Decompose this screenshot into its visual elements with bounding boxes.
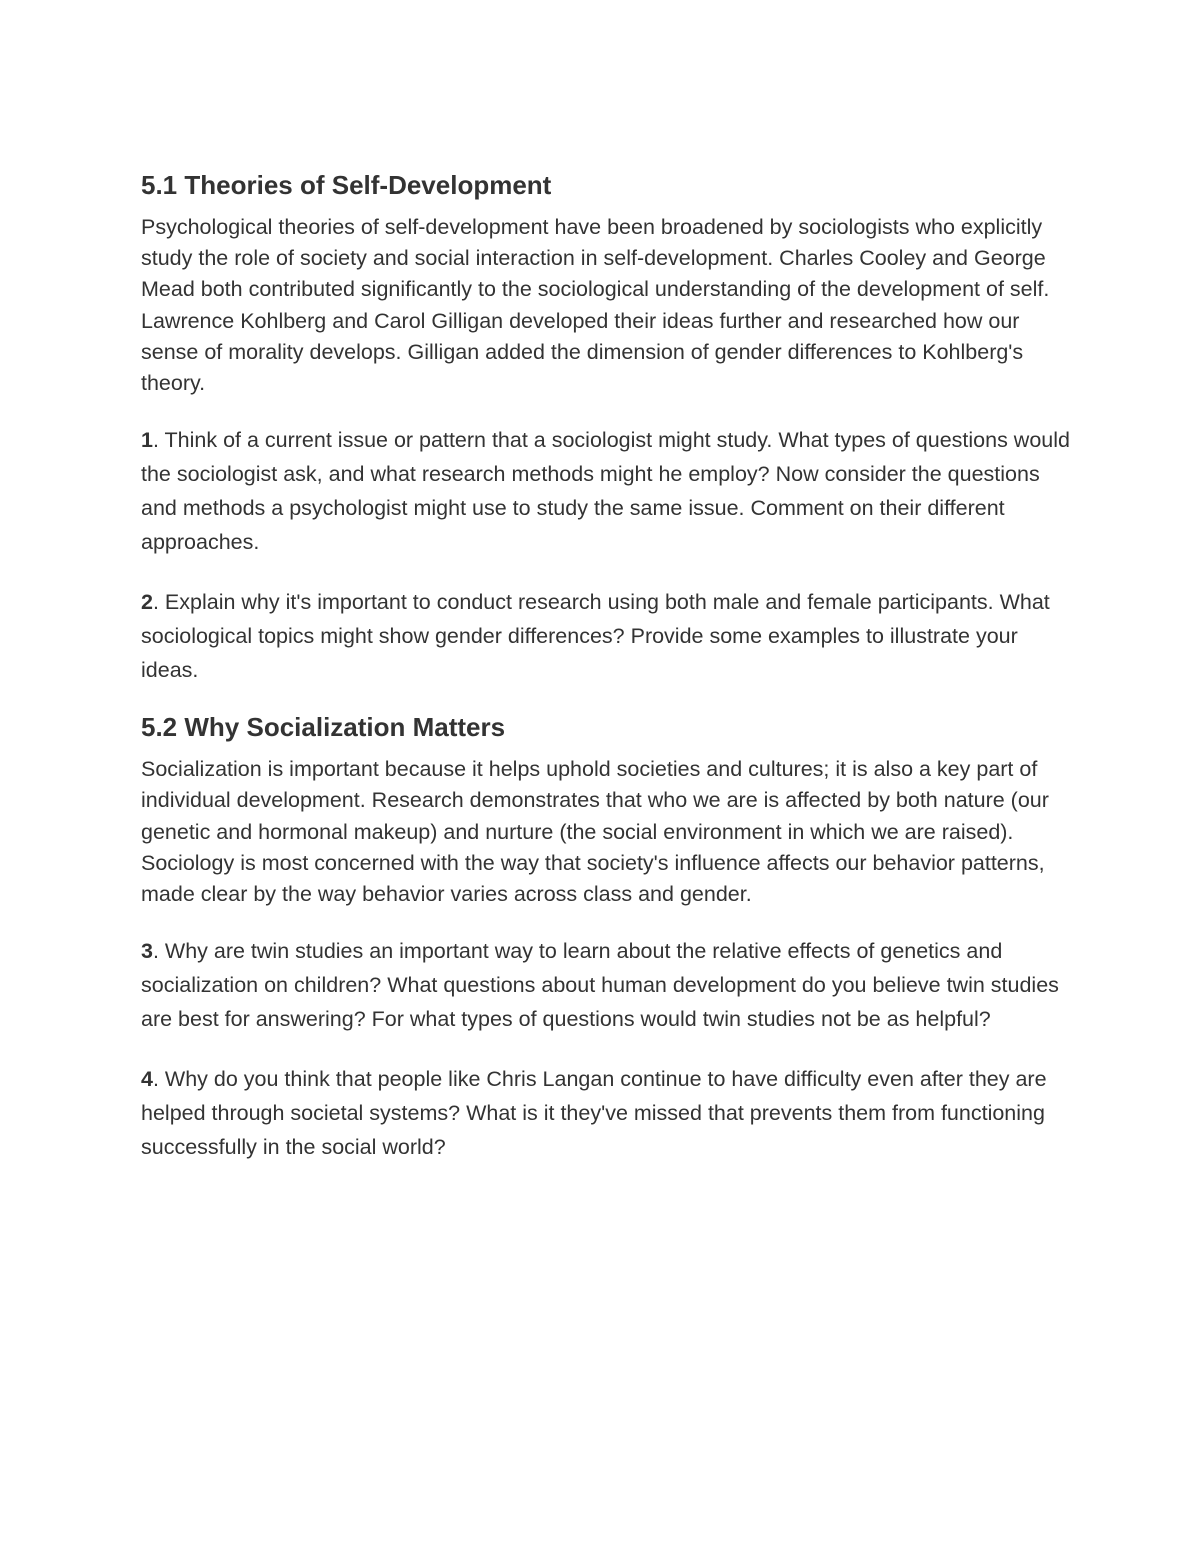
question-3 <box>141 934 1071 1036</box>
question-text: . Think of a current issue or pattern that a sociologist might study. What types of questions would the sociologist ask, and what research methods might he employ? Now consider the questions and methods a psychologist might use to study the same issue. Comment on their different approaches. <box>141 428 1070 555</box>
question-number: 2 <box>141 590 153 615</box>
document-page <box>141 167 1071 1164</box>
question-number: 1 <box>141 428 153 453</box>
question-number: 4 <box>141 1067 153 1092</box>
question-4 <box>141 1062 1071 1164</box>
section-intro-paragraph: Socialization is important because it helps uphold societies and cultures; it is also a key part of individual development. Research demonstrates that who we are is affected by both nature (our genetic and hormonal makeup) and nurture (the social environment in which we are raised). Sociology is most concerned with the way that society's influence affects our behavior patterns, made clear by the way behavior varies across class and gender. <box>141 757 1049 907</box>
question-text: . Why do you think that people like Chris Langan continue to have difficulty even after they are helped through societal systems? What is it they've missed that prevents them from functioning successfully in the social world? <box>141 1067 1047 1160</box>
section-title-theories-of-self-development: 5.1 Theories of Self-Development <box>141 170 552 200</box>
question-2 <box>141 585 1071 687</box>
section-intro-paragraph: Psychological theories of self-development have been broadened by sociologists who explicitly study the role of society and social interaction in self-development. Charles Cooley and George Mead both contributed significantly to the sociological understanding of the development of self. Lawrence Kohlberg and Carol Gilligan developed their ideas further and researched how our sense of morality develops. Gilligan added the dimension of gender differences to Kohlberg's theory. <box>141 215 1050 396</box>
question-number: 3 <box>141 939 153 964</box>
question-1 <box>141 423 1071 559</box>
section-title-why-socialization-matters: 5.2 Why Socialization Matters <box>141 712 506 743</box>
question-text: . Explain why it's important to conduct research using both male and female participants. What sociological topics might show gender differences? Provide some examples to illustrate your ideas. <box>141 590 1050 683</box>
question-text: . Why are twin studies an important way to learn about the relative effects of genetics and socialization on children? What questions about human development do you believe twin studies are best for answering? For what types of questions would twin studies not be as helpful? <box>141 939 1059 1032</box>
